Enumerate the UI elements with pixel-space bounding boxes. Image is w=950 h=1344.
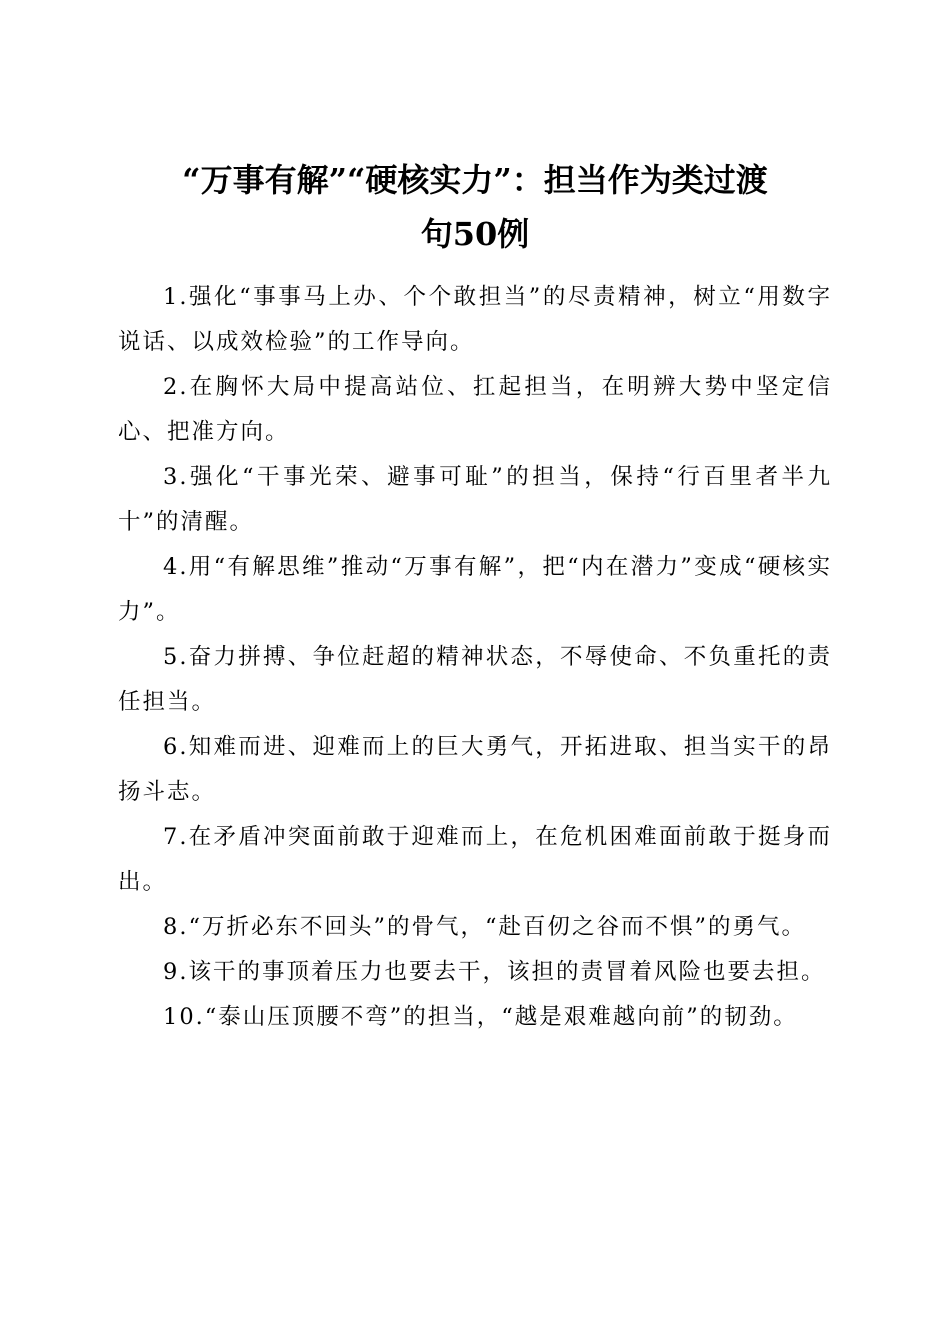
title-line-1: “万事有解”“硬核实力”：担当作为类过渡 — [182, 161, 768, 200]
document-title — [118, 153, 832, 261]
paragraph-9: 9.该干的事顶着压力也要去干，该担的责冒着风险也要去担。 — [163, 959, 826, 985]
paragraph-4: 4.用“有解思维”推动“万事有解”，把“内在潜力”变成“硬核实力”。 — [118, 554, 832, 625]
paragraph-2: 2.在胸怀大局中提高站位、扛起担当，在明辨大势中坚定信心、把准方向。 — [118, 374, 832, 445]
paragraph-list — [118, 275, 832, 1040]
paragraph-10: 10.“泰山压顶腰不弯”的担当，“越是艰难越向前”的韧劲。 — [163, 1004, 798, 1030]
paragraph-8: 8.“万折必东不回头”的骨气，“赴百仞之谷而不惧”的勇气。 — [163, 914, 806, 940]
paragraph-1: 1.强化“事事马上办、个个敢担当”的尽责精神，树立“用数字说话、以成效检验”的工作导向。 — [118, 284, 832, 355]
paragraph-6: 6.知难而进、迎难而上的巨大勇气，开拓进取、担当实干的昂扬斗志。 — [118, 734, 832, 805]
paragraph-3: 3.强化“干事光荣、避事可耻”的担当，保持“行百里者半九十”的清醒。 — [118, 464, 832, 535]
paragraph-7: 7.在矛盾冲突面前敢于迎难而上，在危机困难面前敢于挺身而出。 — [118, 824, 832, 895]
paragraph-5: 5.奋力拼搏、争位赶超的精神状态，不辱使命、不负重托的责任担当。 — [118, 644, 832, 715]
title-line-2: 句50例 — [420, 215, 530, 254]
